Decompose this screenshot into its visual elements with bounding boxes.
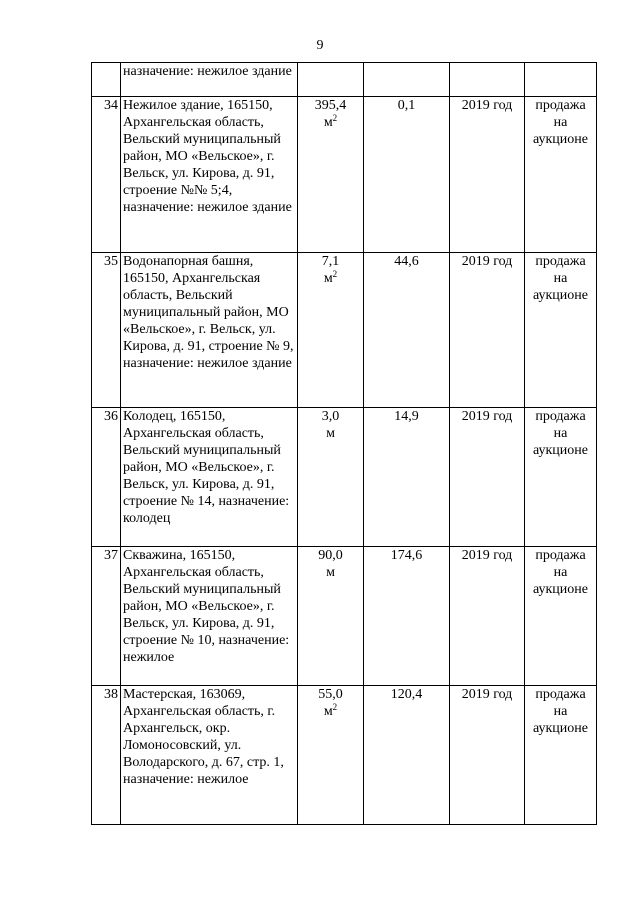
privatization-year: 2019 год [450, 686, 525, 825]
area-unit-superscript: 2 [332, 269, 338, 279]
privatization-year: 2019 год [450, 408, 525, 547]
property-area [298, 97, 364, 253]
table-row-continuation [92, 63, 597, 97]
area-unit: м [323, 115, 333, 130]
property-description: Водонапорная башня, 165150, Архангельская область, Вельский муниципальный район, МО «Вельское», г. Вельск, ул. Кирова, д. 91, строение № 9, назначение: нежилое здание [121, 253, 298, 408]
property-value: 0,1 [364, 97, 450, 253]
privatization-method: продажа на аукционе [525, 408, 597, 547]
area-unit: м [323, 704, 333, 719]
privatization-year: 2019 год [450, 97, 525, 253]
row-number [92, 63, 121, 97]
property-area [298, 63, 364, 97]
privatization-method: продажа на аукционе [525, 253, 597, 408]
privatization-method: продажа на аукционе [525, 686, 597, 825]
privatization-year: 2019 год [450, 253, 525, 408]
property-area [298, 408, 364, 547]
table-row [92, 686, 597, 825]
property-value: 120,4 [364, 686, 450, 825]
area-value: 395,4 [314, 98, 347, 113]
row-number: 37 [92, 547, 121, 686]
table-row [92, 253, 597, 408]
area-value: 7,1 [321, 254, 340, 269]
row-number: 36 [92, 408, 121, 547]
row-number: 35 [92, 253, 121, 408]
privatization-method [525, 63, 597, 97]
privatization-method: продажа на аукционе [525, 97, 597, 253]
table-row [92, 408, 597, 547]
area-unit-superscript: 2 [332, 702, 338, 712]
area-unit: м [326, 565, 335, 580]
table-row [92, 547, 597, 686]
area-unit: м [323, 271, 333, 286]
property-area [298, 686, 364, 825]
area-unit: м [326, 426, 335, 441]
privatization-method: продажа на аукционе [525, 547, 597, 686]
property-description: Скважина, 165150, Архангельская область, Вельский муниципальный район, МО «Вельское», г. Вельск, ул. Кирова, д. 91, строение № 10, назначение: нежилое [121, 547, 298, 686]
property-description: Колодец, 165150, Архангельская область, Вельский муниципальный район, МО «Вельское», г. Вельск, ул. Кирова, д. 91, строение № 14, назначение: колодец [121, 408, 298, 547]
privatization-year [450, 63, 525, 97]
property-value [364, 63, 450, 97]
area-value: 3,0 [321, 409, 340, 424]
table-row [92, 97, 597, 253]
row-number: 34 [92, 97, 121, 253]
property-table [91, 62, 597, 825]
property-value: 174,6 [364, 547, 450, 686]
property-value: 44,6 [364, 253, 450, 408]
property-description: назначение: нежилое здание [121, 63, 298, 97]
row-number: 38 [92, 686, 121, 825]
area-value: 90,0 [318, 548, 343, 563]
area-unit-superscript: 2 [332, 113, 338, 123]
privatization-year: 2019 год [450, 547, 525, 686]
property-description: Нежилое здание, 165150, Архангельская область, Вельский муниципальный район, МО «Вельское», г. Вельск, ул. Кирова, д. 91, строение №№ 5;4, назначение: нежилое здание [121, 97, 298, 253]
property-area [298, 547, 364, 686]
property-description: Мастерская, 163069, Архангельская область, г. Архангельск, окр. Ломоносовский, ул. Володарского, д. 67, стр. 1, назначение: нежилое [121, 686, 298, 825]
area-value: 55,0 [318, 687, 343, 702]
property-value: 14,9 [364, 408, 450, 547]
property-area [298, 253, 364, 408]
page-number: 9 [316, 38, 324, 53]
